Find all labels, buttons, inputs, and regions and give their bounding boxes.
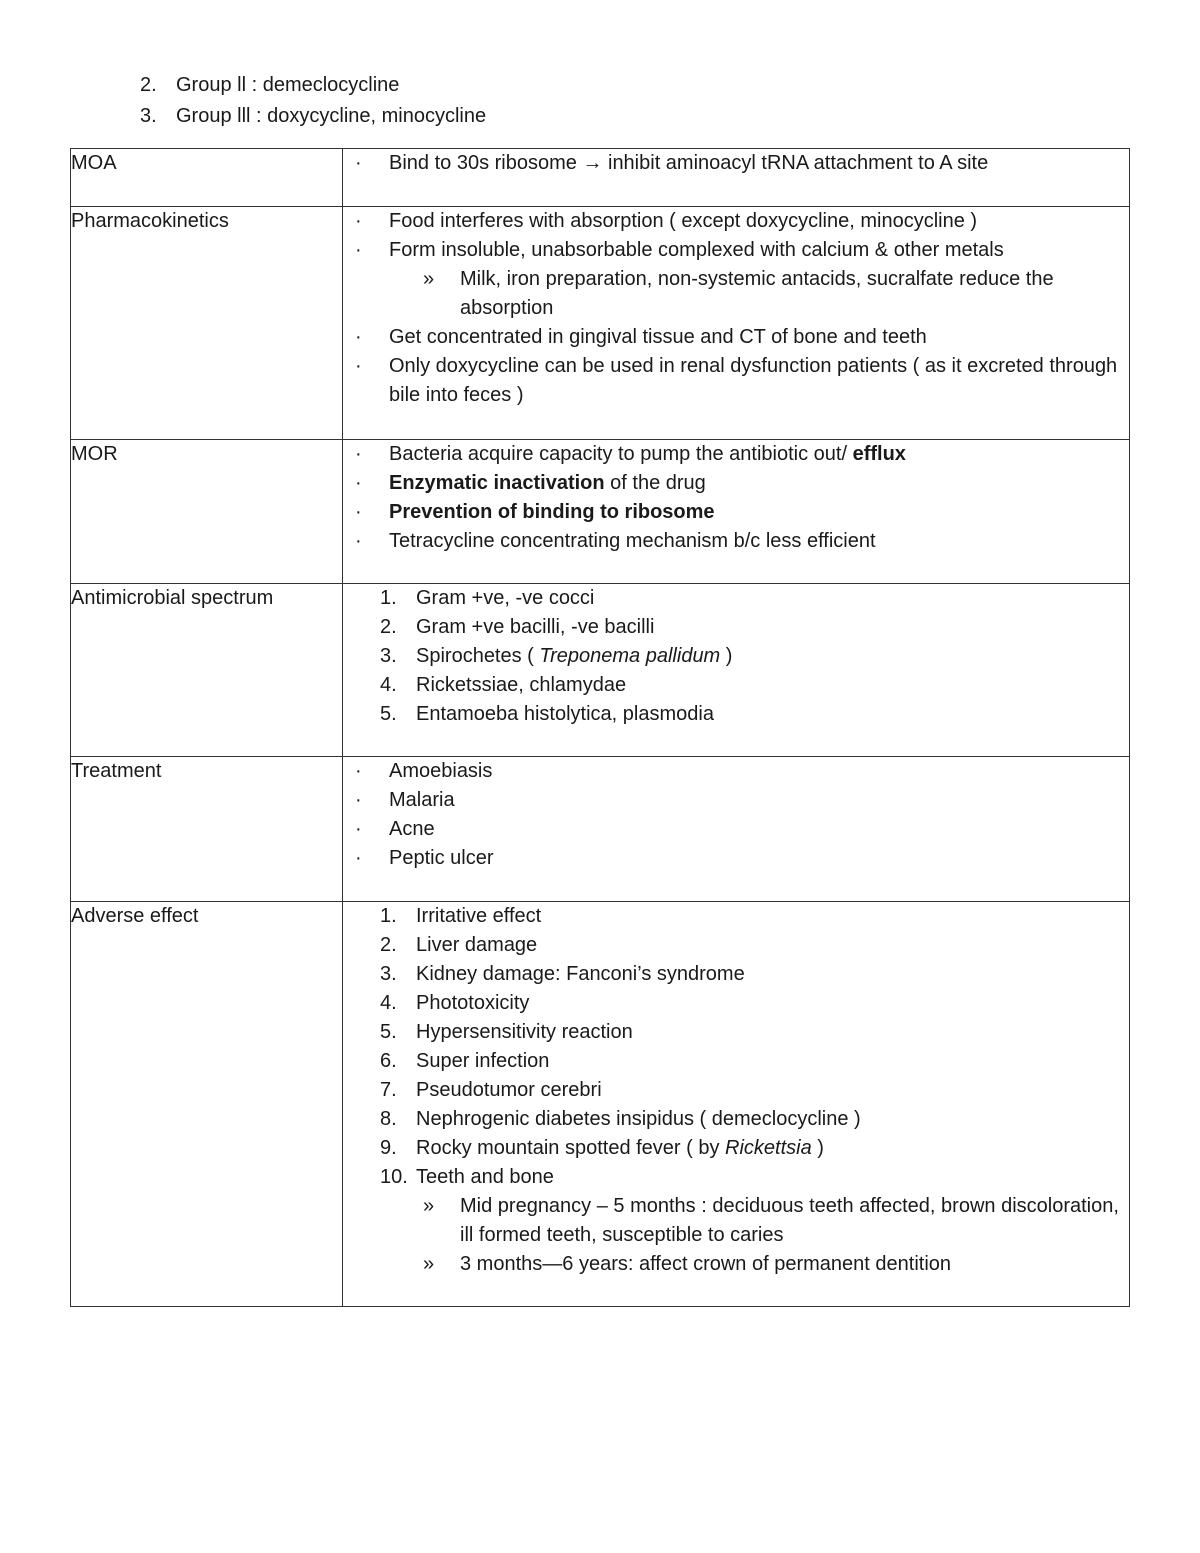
item-text [416, 671, 1129, 700]
item-text [389, 757, 1129, 786]
item-number: 3. [380, 963, 397, 985]
item-text [389, 236, 1129, 265]
bullet-item [343, 440, 1129, 469]
sub-bullet-marker: » [423, 268, 435, 290]
table-row [71, 757, 1130, 902]
text-segment: of the drug [604, 472, 706, 494]
item-text [416, 613, 1129, 642]
item-text [389, 323, 1129, 352]
table-row [71, 207, 1130, 440]
text-segment: Phototoxicity [416, 992, 530, 1014]
list-text: Group lll : doxycycline, minocycline [176, 105, 487, 127]
bullet-item [343, 815, 1129, 844]
bullet-item [343, 149, 1129, 178]
sub-bullet-marker: » [423, 1195, 435, 1217]
bullet-marker: · [355, 501, 362, 523]
tetracycline-table [70, 148, 1130, 1307]
list-number: 3. [140, 105, 157, 127]
sub-item [343, 1192, 1129, 1250]
text-segment: Malaria [389, 789, 455, 811]
row-content [343, 440, 1130, 584]
numbered-item [343, 931, 1129, 960]
text-segment: ) [811, 1137, 824, 1159]
bullet-marker: · [355, 239, 362, 261]
text-segment: Entamoeba histolytica, plasmodia [416, 703, 714, 725]
numbered-item [343, 1105, 1129, 1134]
text-segment: Super infection [416, 1050, 550, 1072]
sub-bullet-marker: » [423, 1253, 435, 1275]
italic-text: Rickettsia [725, 1137, 812, 1159]
item-text [389, 815, 1129, 844]
bullet-marker: · [355, 355, 362, 377]
item-number: 9. [380, 1137, 397, 1159]
item-text [389, 527, 1129, 556]
group-list-item [140, 101, 486, 132]
item-text [416, 584, 1129, 613]
item-number: 5. [380, 1021, 397, 1043]
item-number: 4. [380, 674, 397, 696]
bold-text: efflux [852, 443, 906, 465]
numbered-item [343, 902, 1129, 931]
text-segment: Bind to 30s ribosome → inhibit aminoacyl tRNA attachment to A site [389, 152, 989, 174]
text-segment: Spirochetes ( [416, 645, 540, 667]
item-number: 3. [380, 645, 397, 667]
numbered-item [343, 584, 1129, 613]
group-list-item [140, 70, 486, 101]
text-segment: Amoebiasis [389, 760, 493, 782]
item-text [416, 1076, 1129, 1105]
item-number: 7. [380, 1079, 397, 1101]
bullet-marker: · [355, 847, 362, 869]
list-number: 2. [140, 74, 157, 96]
text-segment: Bacteria acquire capacity to pump the antibiotic out/ [389, 443, 853, 465]
text-segment: Liver damage [416, 934, 538, 956]
bullet-item [343, 757, 1129, 786]
row-label: Pharmacokinetics [71, 207, 343, 440]
text-segment: Kidney damage: Fanconi’s syndrome [416, 963, 745, 985]
numbered-item [343, 642, 1129, 671]
item-text [416, 642, 1129, 671]
sub-item-text: 3 months—6 years: affect crown of permanent dentition [460, 1253, 952, 1275]
bullet-marker: · [355, 760, 362, 782]
item-text [416, 902, 1129, 931]
bullet-item [343, 844, 1129, 873]
row-content [343, 584, 1130, 757]
bullet-marker: · [355, 152, 362, 174]
text-segment: Hypersensitivity reaction [416, 1021, 633, 1043]
item-text [416, 1018, 1129, 1047]
row-label: MOA [71, 149, 343, 207]
text-segment: Tetracycline concentrating mechanism b/c less efficient [389, 530, 876, 552]
row-content [343, 149, 1130, 207]
item-text [416, 989, 1129, 1018]
bullet-marker: · [355, 326, 362, 348]
item-text [389, 498, 1129, 527]
item-number: 2. [380, 616, 397, 638]
item-text [389, 352, 1129, 410]
table-row [71, 149, 1130, 207]
item-number: 5. [380, 703, 397, 725]
item-text [416, 1105, 1129, 1134]
item-text [389, 207, 1129, 236]
item-text [416, 1163, 1129, 1192]
numbered-item [343, 1047, 1129, 1076]
numbered-item [343, 700, 1129, 729]
text-segment: Gram +ve bacilli, -ve bacilli [416, 616, 655, 638]
text-segment: Teeth and bone [416, 1166, 554, 1188]
numbered-item [343, 613, 1129, 642]
numbered-item [343, 1076, 1129, 1105]
numbered-item [343, 1018, 1129, 1047]
item-text [389, 440, 1129, 469]
bullet-marker: · [355, 530, 362, 552]
item-text [389, 786, 1129, 815]
item-number: 2. [380, 934, 397, 956]
text-segment: Only doxycycline can be used in renal dysfunction patients ( as it excreted through bile into feces ) [389, 355, 1118, 406]
text-segment: Ricketssiae, chlamydae [416, 674, 627, 696]
bullet-item [343, 469, 1129, 498]
text-segment: Food interferes with absorption ( except doxycycline, minocycline ) [389, 210, 978, 232]
item-number: 10. [380, 1166, 408, 1188]
bold-text: Enzymatic inactivation [389, 472, 605, 494]
bullet-item [343, 527, 1129, 556]
item-text [416, 700, 1129, 729]
bullet-marker: · [355, 443, 362, 465]
sub-item [343, 1250, 1129, 1279]
row-content [343, 902, 1130, 1307]
numbered-item [343, 989, 1129, 1018]
list-text: Group ll : demeclocycline [176, 74, 400, 96]
item-number: 6. [380, 1050, 397, 1072]
row-content [343, 757, 1130, 902]
text-segment: Rocky mountain spotted fever ( by [416, 1137, 726, 1159]
item-text [416, 960, 1129, 989]
text-segment: Form insoluble, unabsorbable complexed with calcium & other metals [389, 239, 1004, 261]
row-label: Adverse effect [71, 902, 343, 1307]
bullet-item [343, 323, 1129, 352]
bullet-marker: · [355, 789, 362, 811]
item-number: 1. [380, 905, 397, 927]
bullet-marker: · [355, 472, 362, 494]
text-segment: Irritative effect [416, 905, 542, 927]
sub-item-text: Mid pregnancy – 5 months : deciduous teeth affected, brown discoloration, ill formed teeth, susceptible to caries [460, 1195, 1119, 1246]
text-segment: Nephrogenic diabetes insipidus ( demeclocycline ) [416, 1108, 861, 1130]
text-segment: ) [720, 645, 733, 667]
item-text [416, 1047, 1129, 1076]
numbered-item [343, 960, 1129, 989]
row-label: MOR [71, 440, 343, 584]
bullet-item [343, 498, 1129, 527]
table-row [71, 440, 1130, 584]
text-segment: Get concentrated in gingival tissue and CT of bone and teeth [389, 326, 927, 348]
italic-text: Treponema pallidum [539, 645, 721, 667]
item-number: 8. [380, 1108, 397, 1130]
bullet-item [343, 786, 1129, 815]
bullet-item [343, 236, 1129, 265]
table-row [71, 584, 1130, 757]
item-text [416, 1134, 1129, 1163]
sub-item [343, 265, 1129, 323]
text-segment: Pseudotumor cerebri [416, 1079, 602, 1101]
numbered-item [343, 1134, 1129, 1163]
text-segment: Acne [389, 818, 435, 840]
bullet-item [343, 207, 1129, 236]
text-segment: Peptic ulcer [389, 847, 494, 869]
row-content [343, 207, 1130, 440]
row-label: Antimicrobial spectrum [71, 584, 343, 757]
text-segment: Gram +ve, -ve cocci [416, 587, 595, 609]
numbered-item [343, 671, 1129, 700]
row-label: Treatment [71, 757, 343, 902]
table-row [71, 902, 1130, 1307]
bullet-marker: · [355, 210, 362, 232]
bullet-marker: · [355, 818, 362, 840]
sub-item-text: Milk, iron preparation, non-systemic antacids, sucralfate reduce the absorption [460, 268, 1054, 319]
item-number: 4. [380, 992, 397, 1014]
item-text [389, 469, 1129, 498]
group-list [140, 70, 486, 132]
item-text [389, 844, 1129, 873]
item-text [416, 931, 1129, 960]
bullet-item [343, 352, 1129, 410]
numbered-item [343, 1163, 1129, 1192]
item-text [389, 149, 1129, 178]
bold-text: Prevention of binding to ribosome [389, 501, 715, 523]
item-number: 1. [380, 587, 397, 609]
